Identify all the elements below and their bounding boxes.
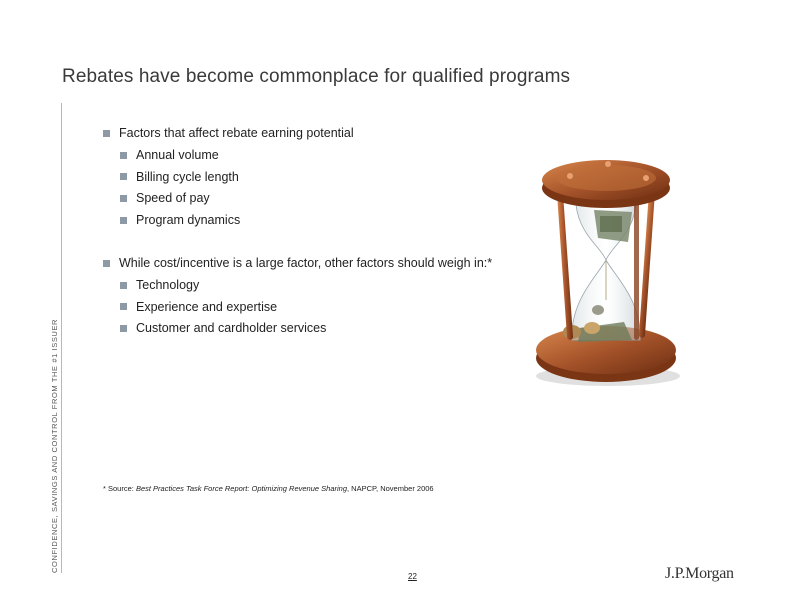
sub-bullet-text: Customer and cardholder services	[136, 321, 327, 336]
bullet-text: While cost/incentive is a large factor, other factors should weigh in:*	[119, 256, 493, 271]
bullet-square-icon	[120, 325, 127, 332]
bullet-square-icon	[120, 173, 127, 180]
footnote	[103, 484, 434, 493]
hourglass-image	[528, 150, 688, 390]
footnote-source-title: Best Practices Task Force Report: Optimizing Revenue Sharing	[135, 484, 348, 493]
sub-bullet-item	[120, 319, 553, 337]
sub-bullet-item	[120, 276, 553, 294]
sub-bullet-text: Technology	[136, 278, 200, 293]
side-tagline: CONFIDENCE, SAVINGS AND CONTROL FROM THE #1 ISSUER	[50, 318, 59, 573]
sub-bullet-item	[120, 211, 553, 229]
sub-bullet-item	[120, 168, 553, 186]
sub-bullet-text: Annual volume	[136, 148, 219, 162]
bullet-square-icon	[120, 282, 127, 289]
sub-bullet-text: Program dynamics	[136, 213, 241, 228]
bullet-square-icon	[120, 152, 127, 159]
bullet-list	[103, 124, 553, 362]
sub-bullet-text: Billing cycle length	[136, 169, 239, 184]
page-number: 22	[408, 572, 417, 581]
bullet-group	[103, 124, 553, 229]
bullet-square-icon	[120, 195, 127, 202]
bullet-group	[103, 254, 553, 337]
bullet-square-icon	[120, 303, 127, 310]
sub-bullet-text: Speed of pay	[136, 191, 210, 206]
sub-bullet-item	[120, 298, 553, 316]
sub-bullet-item	[120, 189, 553, 207]
footnote-prefix: * Source:	[103, 484, 136, 493]
jpmorgan-logo: J.P.Morgan	[665, 565, 734, 582]
sub-bullet-text: Experience and expertise	[136, 299, 278, 314]
bullet-text: Factors that affect rebate earning potential	[119, 126, 354, 140]
bullet-square-icon	[103, 130, 110, 137]
bullet-square-icon	[120, 217, 127, 224]
bullet-item	[103, 124, 553, 142]
slide-title: Rebates have become commonplace for qualified programs	[62, 66, 571, 87]
footnote-suffix: , NAPCP, November 2006	[347, 484, 434, 493]
sub-bullet-item	[120, 146, 553, 164]
divider-line	[61, 103, 62, 573]
bullet-square-icon	[103, 260, 110, 267]
bullet-item	[103, 254, 553, 272]
